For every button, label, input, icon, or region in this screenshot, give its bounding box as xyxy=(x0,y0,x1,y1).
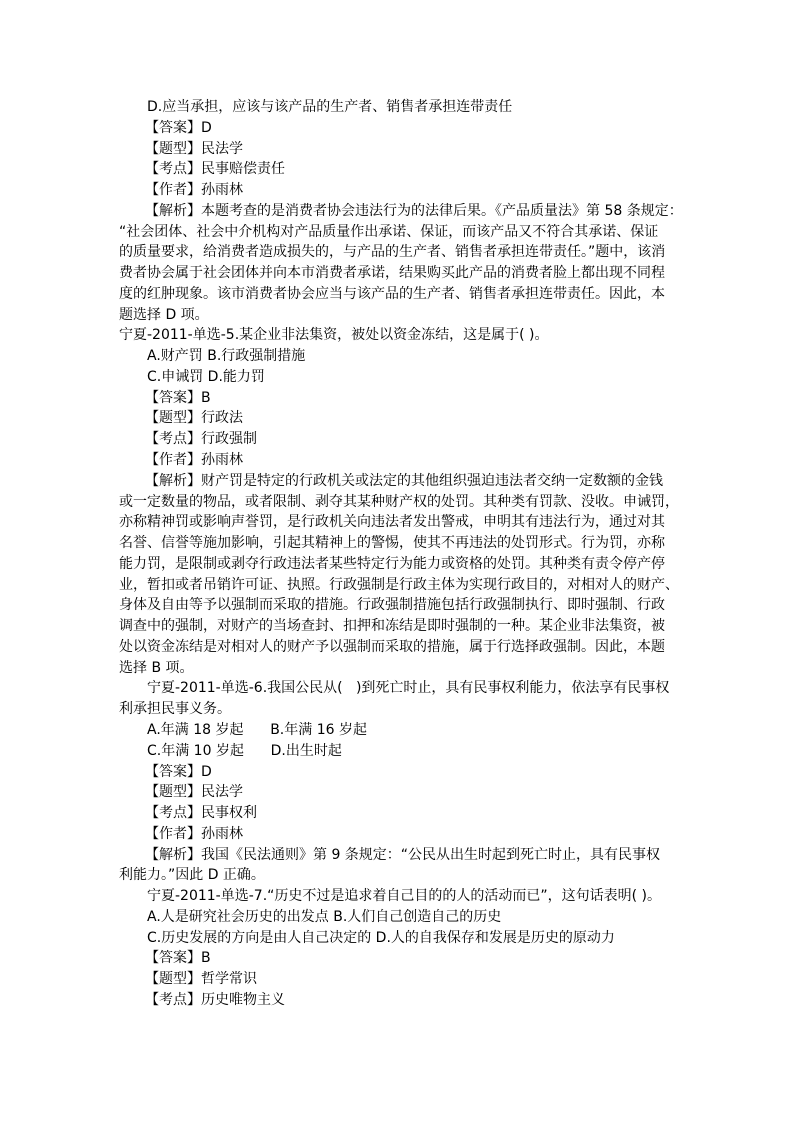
analysis-line: 名誉、信誉等施加影响，引起其精神上的警惕，使其不再违法的处罚形式。行为罚，亦称 xyxy=(119,535,665,552)
author-line: 【作者】孙雨林 xyxy=(145,825,243,842)
question-line: 宁夏-2011-单选-5.某企业非法集资，被处以资金冻结，这是属于( )。 xyxy=(119,327,549,344)
question-line: 利承担民事义务。 xyxy=(119,701,231,718)
answer-line: 【答案】B xyxy=(145,389,211,406)
analysis-line: 能力罚，是限制或剥夺行政违法者某些特定行为能力或资格的处罚。其种类有责令停产停 xyxy=(119,555,665,572)
answer-line: 【答案】D xyxy=(145,119,212,136)
question-line: 宁夏-2011-单选-6.我国公民从( )到死亡时止，具有民事权利能力，依法享有民事权 xyxy=(147,680,670,697)
analysis-line: 处以资金冻结是对相对人的财产予以强制而采取的措施，属于行选择政强制。因此，本题 xyxy=(119,638,665,655)
type-line: 【题型】行政法 xyxy=(145,410,243,427)
author-line: 【作者】孙雨林 xyxy=(145,452,243,469)
option-line: A.财产罚 B.行政强制措施 xyxy=(147,348,306,365)
analysis-line: 身体及自由等予以强制而采取的措施。行政强制措施包括行政强制执行、即时强制、行政 xyxy=(119,597,665,614)
analysis-line: 亦称精神罚或影响声誉罚，是行政机关向违法者发出警戒，申明其有违法行为，通过对其 xyxy=(119,514,665,531)
topic-line: 【考点】民事权利 xyxy=(145,805,257,822)
answer-line: 【答案】B xyxy=(145,950,211,967)
document-page xyxy=(119,97,689,1011)
option-line: C.年满 10 岁起 D.出生时起 xyxy=(147,742,342,759)
analysis-line: 调查中的强制，对财产的当场查封、扣押和冻结是即时强制的一种。某企业非法集资，被 xyxy=(119,618,665,635)
analysis-line: 度的红肿现象。该市消费者协会应当与该产品的生产者、销售者承担连带责任。因此，本 xyxy=(119,285,665,302)
analysis-line: 费者协会属于社会团体并向本市消费者承诺，结果购买此产品的消费者脸上都出现不同程 xyxy=(119,265,665,282)
analysis-line: 【解析】财产罚是特定的行政机关或法定的其他组织强迫违法者交纳一定数额的金钱 xyxy=(145,472,663,489)
type-line: 【题型】民法学 xyxy=(145,140,243,157)
topic-line: 【考点】历史唯物主义 xyxy=(145,991,285,1008)
analysis-line: 的质量要求，给消费者造成损失的，与产品的生产者、销售者承担连带责任。”题中，该消 xyxy=(119,244,666,261)
option-line: A.年满 18 岁起 B.年满 16 岁起 xyxy=(147,721,367,738)
analysis-line: 【解析】我国《民法通则》第 9 条规定：“公民从出生时起到死亡时止，具有民事权 xyxy=(145,846,661,863)
analysis-line: “社会团体、社会中介机构对产品质量作出承诺、保证，而该产品又不符合其承诺、保证 xyxy=(119,223,659,240)
option-line: A.人是研究社会历史的出发点 B.人们自己创造自己的历史 xyxy=(147,908,502,925)
author-line: 【作者】孙雨林 xyxy=(145,182,243,199)
type-line: 【题型】民法学 xyxy=(145,784,243,801)
answer-line: 【答案】D xyxy=(145,763,212,780)
analysis-line: 或一定数量的物品，或者限制、剥夺其某种财产权的处罚。其种类有罚款、没收。申诫罚， xyxy=(119,493,679,510)
analysis-line: 【解析】本题考查的是消费者协会违法行为的法律后果。《产品质量法》第 58 条规定： xyxy=(145,202,683,219)
analysis-line: 选择 B 项。 xyxy=(119,659,194,676)
analysis-line: 利能力。”因此 D 正确。 xyxy=(119,867,265,884)
topic-line: 【考点】民事赔偿责任 xyxy=(145,161,285,178)
topic-line: 【考点】行政强制 xyxy=(145,431,257,448)
analysis-line: 题选择 D 项。 xyxy=(119,306,209,323)
question-line: 宁夏-2011-单选-7.“历史不过是追求着自己目的的人的活动而已”，这句话表明( )。 xyxy=(147,888,662,905)
option-line: D.应当承担，应该与该产品的生产者、销售者承担连带责任 xyxy=(147,99,513,115)
option-line: C.申诫罚 D.能力罚 xyxy=(147,368,265,385)
option-line: C.历史发展的方向是由人自己决定的 D.人的自我保存和发展是历史的原动力 xyxy=(147,929,615,946)
type-line: 【题型】哲学常识 xyxy=(145,971,257,988)
analysis-line: 业，暂扣或者吊销许可证、执照。行政强制是行政主体为实现行政目的，对相对人的财产、 xyxy=(119,576,679,593)
